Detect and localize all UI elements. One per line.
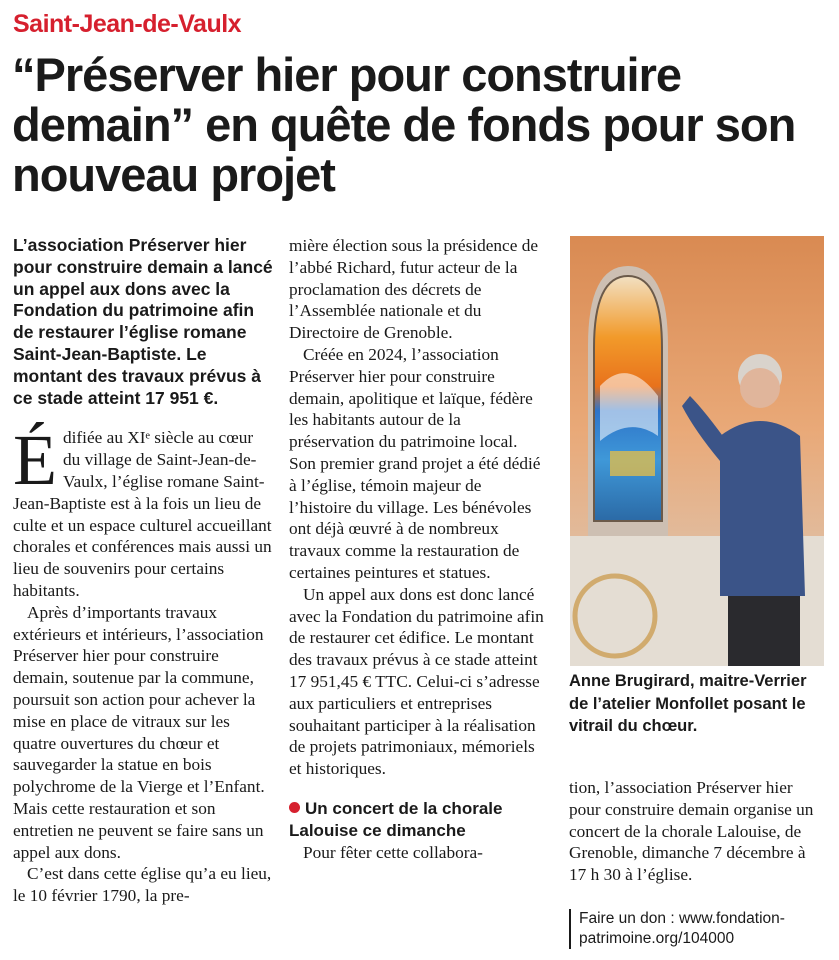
donation-line-2[interactable]: patrimoine.org/104000 <box>579 930 735 947</box>
bullet-dot-icon <box>289 802 300 813</box>
section-kicker: Saint-Jean-de-Vaulx <box>13 10 242 38</box>
column-1 <box>13 235 273 907</box>
paragraph-2: Après d’importants travaux extérieurs et intérieurs, l’association Préserver hier pour construire demain, soutenue par la commune, poursuit son action pour achever la mise en place de vitraux sur les quatre ouvertures du chœur et sauvegarder la statue en bois polychrome de la Vierge et l’Enfant. Mais cette restauration et son entretien ne peuvent se faire sans un appel aux dons. <box>13 602 265 862</box>
column-3 <box>569 777 825 886</box>
drop-cap: É <box>13 420 57 501</box>
first-paragraph <box>13 420 273 601</box>
stained-glass-photo <box>570 236 824 666</box>
paragraph-5: Un appel aux dons est donc lancé avec la Fondation du patrimoine afin de restaurer cet édifice. Le montant des travaux prévus à ce stade atteint 17 951,45 € TTC. Celui-ci s’adresse aux particuliers et entreprises souhaitant participer à la réalisation de projets patrimoniaux, mémoriels et historiques. <box>289 584 544 779</box>
paragraph-4: Créée en 2024, l’association Préserver hier pour construire demain, apolitique et laïque, fédère les habitants autour de la préservation du patrimoine local. Son premier grand projet a été dédié à l’église, témoin majeur de l’histoire du village. Les bénévoles ont déjà œuvré à de nombreux travaux comme la restauration de certaines peintures et statues. <box>289 344 541 582</box>
intertitle <box>289 798 547 842</box>
donation-note <box>569 909 825 949</box>
donation-line-1[interactable]: Faire un don : www.fondation- <box>579 910 785 927</box>
intertitle-text: Un concert de la chorale Lalouise ce dimanche <box>289 798 503 840</box>
article-photo <box>570 236 824 666</box>
paragraph-6-start: Pour fêter cette collabora- <box>303 842 483 862</box>
paragraph-1: difiée au XIᵉ siècle au cœur du village de Saint-Jean-de-Vaulx, l’église romane Saint-Jean-Baptiste est à la fois un lieu de culte et un espace culturel accueillant chorales et conférences mais aussi un lieu de souvenirs pour certains habitants. <box>13 428 272 600</box>
photo-caption: Anne Brugirard, maitre-Verrier de l’atelier Monfollet posant le vitrail du chœur. <box>569 672 807 735</box>
paragraph-3-start: C’est dans cette église qu’a eu lieu, le 10 février 1790, la pre- <box>13 864 272 906</box>
article-headline: “Préserver hier pour construire demain” en quête de fonds pour son nouveau projet <box>12 48 796 201</box>
article-lead: L’association Préserver hier pour construire demain a lancé un appel aux dons avec la Fondation du patrimoine afin de restaurer l’église romane Saint-Jean-Baptiste. Le montant des travaux prévus à ce stade atteint 17 951 €. <box>13 235 273 408</box>
paragraph-3-end: mière élection sous la présidence de l’abbé Richard, futur acteur de la proclamation des décrets de l’Assemblée nationale et du Directoire de Grenoble. <box>289 236 539 343</box>
paragraph-6-end: tion, l’association Préserver hier pour construire demain organise un concert de la chorale Lalouise, de Grenoble, dimanche 7 décembre à 17 h 30 à l’église. <box>569 778 814 885</box>
column-2 <box>289 235 547 864</box>
